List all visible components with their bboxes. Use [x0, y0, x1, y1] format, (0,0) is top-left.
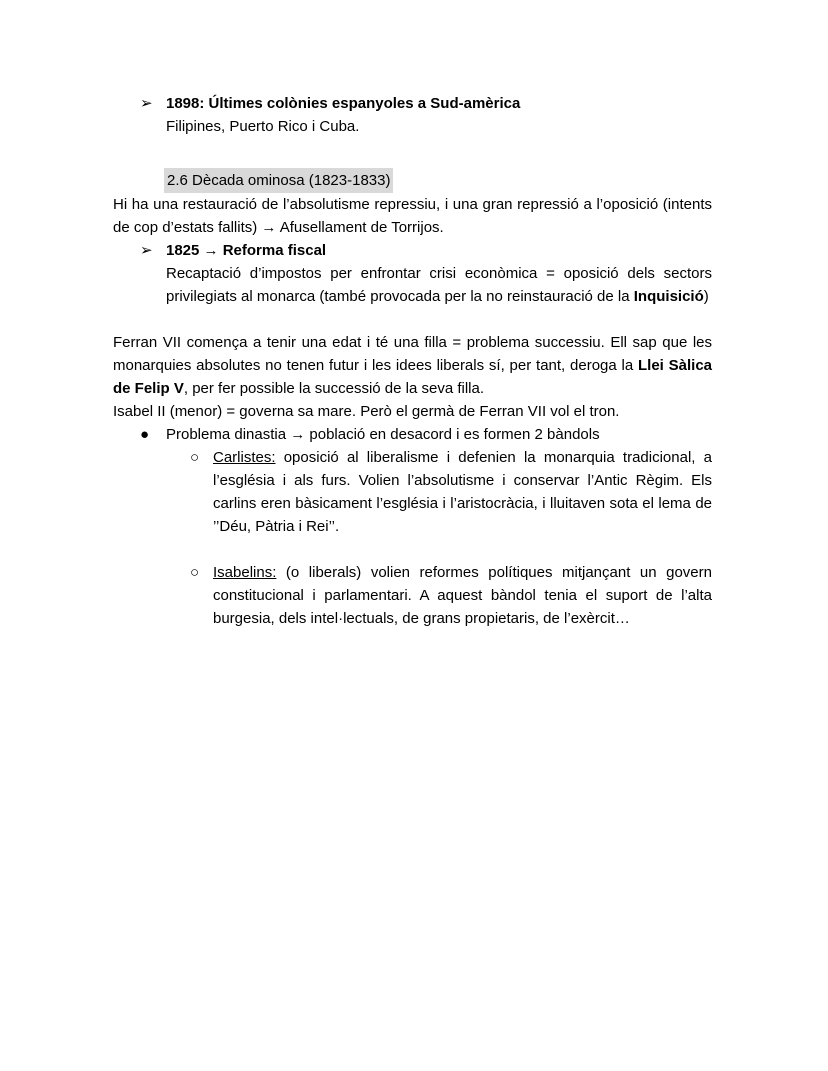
- paragraph-restauracio: Hi ha una restauració de l’absolutisme repressiu, i una gran repressió a l’oposició (intents de cop d’estats fallits) → Afusellament de Torrijos.: [113, 196, 712, 236]
- sub-carlistes-text: [213, 446, 712, 538]
- bullet-1898-body: Filipines, Puerto Rico i Cuba.: [166, 118, 360, 135]
- arrow-bullet-icon: ➢: [140, 242, 153, 259]
- paragraph-isabel: Isabel II (menor) = governa sa mare. Però el germà de Ferran VII vol el tron.: [113, 403, 620, 420]
- paragraph-ferran-end: , per fer possible la successió de la seva filla.: [183, 380, 485, 397]
- bullet-1825-body: [166, 262, 712, 308]
- bullet-1825-title: 1825 → Reforma fiscal: [166, 242, 327, 259]
- sub-bullet-carlistes: [113, 446, 712, 538]
- bullet-item-dinastia: [113, 423, 712, 446]
- arrow-bullet-icon: ➢: [140, 95, 153, 112]
- bullet-1898-title: 1898: Últimes colònies espanyoles a Sud-amèrica: [166, 95, 521, 112]
- bullet-item-1898: [113, 92, 712, 138]
- carlistes-label: Carlistes:: [213, 449, 276, 466]
- bullet-1825-body-text: Recaptació d’impostos per enfrontar crisi econòmica = oposició dels sectors privilegiats al monarca (també provocada per la no reinstauració de la: [166, 265, 712, 305]
- isabelins-label: Isabelins:: [213, 564, 277, 581]
- bullet-1825-body-bold: Inquisició: [633, 288, 704, 305]
- paragraph-ferran-bold: Llei Sàlica de Felip V: [113, 357, 713, 397]
- section-heading: 2.6 Dècada ominosa (1823-1833): [164, 168, 393, 193]
- circle-bullet-icon: ○: [190, 449, 200, 466]
- section-heading-row: [164, 168, 712, 193]
- carlistes-body: oposició al liberalisme i defenien la monarquia tradicional, a l’església i als furs. Volien l’absolutisme i conservar l’Antic Règim. Els carlins eren bàsicament l’església i l’aristocràcia, i lluitaven sota el lema de ’’Déu, Pàtria i Rei’’.: [213, 449, 712, 535]
- isabelins-body: (o liberals) volien reformes polítiques mitjançant un govern constitucional i parlamentari. A aquest bàndol tenia el suport de l’alta burgesia, dels intel·lectuals, de grans propietaris, de l’exèrcit…: [213, 564, 712, 627]
- paragraph-ferran: [113, 331, 712, 400]
- bullet-dinastia-text: Problema dinastia → població en desacord i es formen 2 bàndols: [166, 426, 600, 443]
- sub-bullet-isabelins: [113, 561, 712, 630]
- bullet-item-1825: [113, 239, 712, 308]
- circle-bullet-icon: ○: [190, 564, 200, 581]
- dot-bullet-icon: ●: [140, 426, 150, 443]
- paragraph-ferran-text: Ferran VII comença a tenir una edat i té una filla = problema successiu. Ell sap que les monarquies absolutes no tenen futur i les idees liberals sí, per tant, deroga la: [113, 334, 712, 374]
- sub-isabelins-text: [213, 561, 712, 630]
- bullet-1825-body-end: ): [703, 288, 709, 305]
